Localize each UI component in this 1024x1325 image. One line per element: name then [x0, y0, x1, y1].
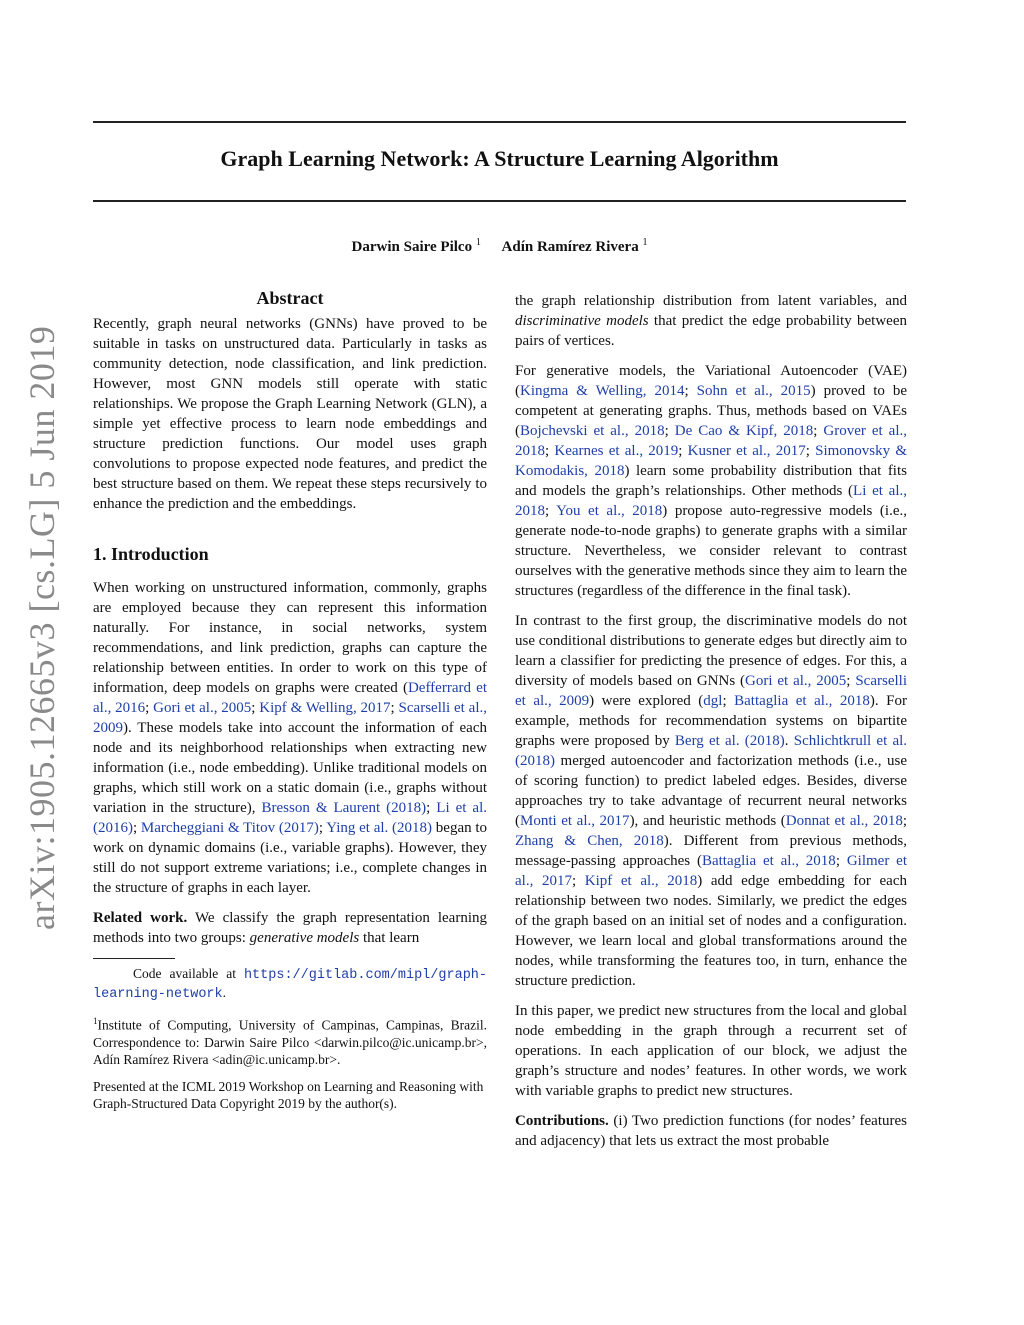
citation-link[interactable]: Battaglia et al., 2018 — [701, 853, 836, 869]
citation-link[interactable]: Bresson & Laurent (2018) — [261, 800, 427, 816]
citation-link[interactable]: Kusner et al., 2017 — [687, 443, 806, 459]
citation-link[interactable]: Ying et al. (2018) — [326, 820, 433, 836]
code-url-link[interactable]: https://gitlab.com/mipl/graph-learning-network — [93, 968, 487, 1002]
title-rule-top — [93, 121, 906, 123]
intro-paragraph: When working on unstructured information, commonly, graphs are employed because they can represent this information naturally. For instance, in social networks, system recommendations, and link prediction, graphs can capture the relationship between entities. In order to work on this type of information, deep models on graphs were created (Defferrard et al., 2016; Gori et al., 2005; Kipf & Welling, 2017; Scarselli et al., 2009). These models take into account the information of each node and its neighborhood relationships when extracting new information (i.e., node embedding). Unlike traditional models on graphs, which still work on a static domain (i.e., graphs without variation in the structure), Bresson & Laurent (2018); Li et al. (2016); Marcheggiani & Titov (2017); Ying et al. (2018) began to work on dynamic domains (i.e., variable graphs). However, they still do not support extreme variations; i.e., complete changes in the structure of graphs in each layer. — [93, 580, 488, 896]
citation-link[interactable]: Grover et al., 2018 — [515, 423, 907, 459]
citation-link[interactable]: Schlichtkrull et al. (2018) — [515, 733, 908, 769]
title-rule-bottom — [93, 200, 906, 202]
citation-link[interactable]: Gori et al., 2005 — [745, 673, 847, 689]
citation-link[interactable]: De Cao & Kipf, 2018 — [674, 423, 814, 439]
author-affil-mark: 1 — [475, 237, 481, 248]
paragraph-lead: Contributions. — [515, 1113, 609, 1129]
citation-link[interactable]: Li et al. (2016) — [93, 800, 487, 836]
citation-link[interactable]: Berg et al. (2018) — [674, 733, 785, 749]
author-affil-mark: 1 — [642, 237, 648, 248]
paragraph-lead: Related work. — [93, 910, 188, 926]
citation-link[interactable]: Donnat et al., 2018 — [785, 813, 903, 829]
citation-link[interactable]: Kingma & Welling, 2014 — [520, 383, 685, 399]
contributions-paragraph: Contributions. (i) Two prediction functions (for nodes’ features and adjacency) that lets us extract the most probable — [515, 1113, 907, 1149]
arxiv-stamp: arXiv:1905.12665v3 [cs.LG] 5 Jun 2019 — [22, 325, 62, 930]
citation-link[interactable]: Kipf & Welling, 2017 — [259, 700, 391, 716]
citation-link[interactable]: Gori et al., 2005 — [153, 700, 252, 716]
citation-link[interactable]: Marcheggiani & Titov (2017) — [140, 820, 319, 836]
citation-link[interactable]: Scarselli et al., 2009 — [515, 673, 907, 709]
citation-link[interactable]: Sohn et al., 2015 — [696, 383, 811, 399]
body-paragraph: In contrast to the first group, the discriminative models do not use conditional distributions to generate edges but directly aim to learn a classifier for predicting the presence of edges. For this, a diversity of models based on GNNs (Gori et al., 2005; Scarselli et al., 2009) were explored (dgl; Battaglia et al., 2018). For example, methods for recommendation systems on bipartite graphs were proposed by Berg et al. (2018). Schlichtkrull et al. (2018) merged autoencoder and factorization methods (i.e., use of scoring function) to predict labeled edges. Besides, diverse approaches try to take advantage of recurrent neural networks (Monti et al., 2017), and heuristic methods (Donnat et al., 2018; Zhang & Chen, 2018). Different from previous methods, message-passing approaches (Battaglia et al., 2018; Gilmer et al., 2017; Kipf et al., 2018) add edge embedding for each relationship between two nodes. Similarly, we predict the edges of the graph based on an initial set of nodes and a configuration. However, we learn local and global transformations around the nodes, while transforming the features too, in turn, enhance the structure prediction. — [515, 613, 908, 989]
citation-link[interactable]: Scarselli et al., 2009 — [93, 700, 488, 736]
author-name: Darwin Saire Pilco — [351, 239, 473, 255]
author-name: Adín Ramírez Rivera — [501, 239, 639, 255]
footnote-rule — [93, 958, 175, 959]
citation-link[interactable]: Defferrard et al., 2016 — [93, 680, 487, 716]
citation-link[interactable]: Bojchevski et al., 2018 — [520, 423, 665, 439]
citation-link[interactable]: Gilmer et al., 2017 — [515, 853, 907, 889]
body-paragraph: In this paper, we predict new structures from the local and global node embedding in the graph through a recurrent set of operations. In each application of our block, we adjust the graph’s structure and nodes’ features. In other words, we work with variable graphs to predict new structures. — [515, 1003, 907, 1099]
citation-link[interactable]: You et al., 2018 — [556, 503, 663, 519]
presented-note: Presented at the ICML 2019 Workshop on Learning and Reasoning with Graph-Structured Data Copyright 2019 by the author(s). — [93, 1078, 484, 1111]
citation-link[interactable]: Li et al., 2018 — [515, 483, 907, 519]
citation-link[interactable]: Zhang & Chen, 2018 — [515, 833, 664, 849]
related-work-paragraph: Related work. We classify the graph representation learning methods into two groups: generative models that learn — [93, 910, 487, 946]
citation-link[interactable]: Simonovsky & Komodakis, 2018 — [515, 443, 907, 479]
footnote-affiliation: $^1$Institute of Computing, University of Campinas, Campinas, Brazil. Correspondence to: Darwin Saire Pilco <darwin.pilco@ic.unicamp.br>, Adín Ramírez Rivera <adin@ic.unicamp.br>. — [93, 1016, 487, 1067]
citation-link[interactable]: dgl — [703, 693, 723, 709]
abstract-heading: Abstract — [256, 288, 324, 308]
section-heading: 1. Introduction — [93, 544, 209, 564]
citation-link[interactable]: Kipf et al., 2018 — [584, 873, 698, 889]
footnote-code: Code available at https://gitlab.com/mipl/graph-learning-network. — [93, 966, 487, 1002]
paper-title: Graph Learning Network: A Structure Learning Algorithm — [220, 146, 779, 171]
body-paragraph: the graph relationship distribution from latent variables, and discriminative models that predict the edge probability between pairs of vertices. — [515, 293, 907, 349]
author-list — [93, 237, 906, 256]
citation-link[interactable]: Battaglia et al., 2018 — [734, 693, 870, 709]
body-paragraph: For generative models, the Variational Autoencoder (VAE) (Kingma & Welling, 2014; Sohn et al., 2015) proved to be competent at generating graphs. Thus, methods based on VAEs (Bojchevski et al., 2018; De Cao & Kipf, 2018; Grover et al., 2018; Kearnes et al., 2019; Kusner et al., 2017; Simonovsky & Komodakis, 2018) learn some probability distribution that fits and models the graph’s relationships. Other methods (Li et al., 2018; You et al., 2018) propose auto-regressive models (i.e., generate node-to-node graphs) to generate graphs with a similar structure. Nevertheless, we consider relevant to contrast ourselves with the generative methods since they aim to learn the structures (regardless of the difference in the final task). — [515, 363, 907, 599]
citation-link[interactable]: Monti et al., 2017 — [520, 813, 630, 829]
right-column — [515, 291, 907, 1161]
left-column — [93, 288, 487, 1122]
abstract-text: Recently, graph neural networks (GNNs) have proved to be suitable in tasks on unstructured data. Particularly in tasks as community detection, node classification, and link prediction. However, most GNN models still operate with static relationships. We propose the Graph Learning Network (GLN), a simple yet effective process to learn node embeddings and structure prediction functions. Our model uses graph convolutions to propose expected node features, and predict the best structure based on them. We repeat these steps recursively to enhance the prediction and the embeddings. — [93, 316, 487, 512]
citation-link[interactable]: Kearnes et al., 2019 — [554, 443, 679, 459]
